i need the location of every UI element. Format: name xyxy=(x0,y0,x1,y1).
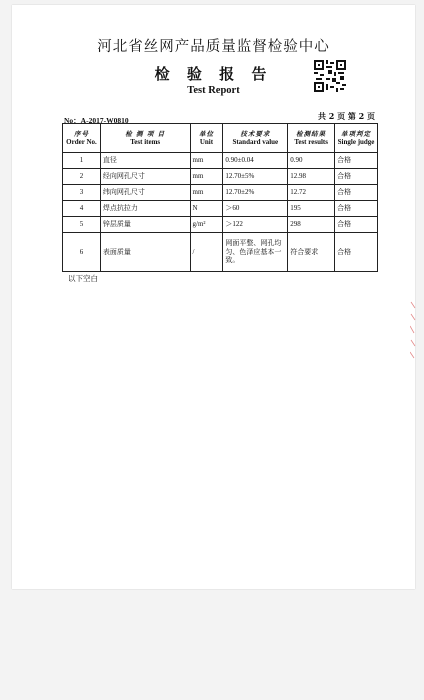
table-row: 6 表面质量 / 网面平整、网孔均匀、色泽应基本一致。 符合要求 合格 xyxy=(63,233,378,272)
col-order-no: 序号 Order No. xyxy=(63,124,101,153)
report-title-en: Test Report xyxy=(187,85,240,96)
col-single-judge: 单项判定 Single judge xyxy=(335,124,378,153)
table-row: 2 经向网孔尺寸 mm 12.70±5% 12.98 合格 xyxy=(63,169,378,185)
table-row: 4 焊点抗拉力 N ＞60 195 合格 xyxy=(63,201,378,217)
col-test-items: 检 测 项 目 Test items xyxy=(100,124,190,153)
report-number: No：A-2017-W0810 xyxy=(64,116,129,125)
organization-name: 河北省丝网产品质量监督检验中心 xyxy=(97,39,330,55)
table-row: 5 锌层质量 g/m² ＞122 298 合格 xyxy=(63,217,378,233)
page-indicator: 共 2 页 第 2 页 xyxy=(317,111,375,121)
col-test-results: 检测结果 Test results xyxy=(288,124,335,153)
col-standard-value: 技术要求 Standard value xyxy=(223,124,288,153)
report-title-cn: 检 验 报 告 xyxy=(154,65,273,83)
col-unit: 单位 Unit xyxy=(190,124,223,153)
qr-code-icon xyxy=(314,60,346,92)
table-row: 3 纬向网孔尺寸 mm 12.70±2% 12.72 合格 xyxy=(63,185,378,201)
table-header-row xyxy=(63,124,378,153)
results-table xyxy=(62,123,378,272)
blank-below-note: 以下空白 xyxy=(68,274,98,283)
seal-edge-mark xyxy=(410,300,416,360)
report-page xyxy=(12,5,415,589)
table-row: 1 直径 mm 0.90±0.04 0.90 合格 xyxy=(63,153,378,169)
